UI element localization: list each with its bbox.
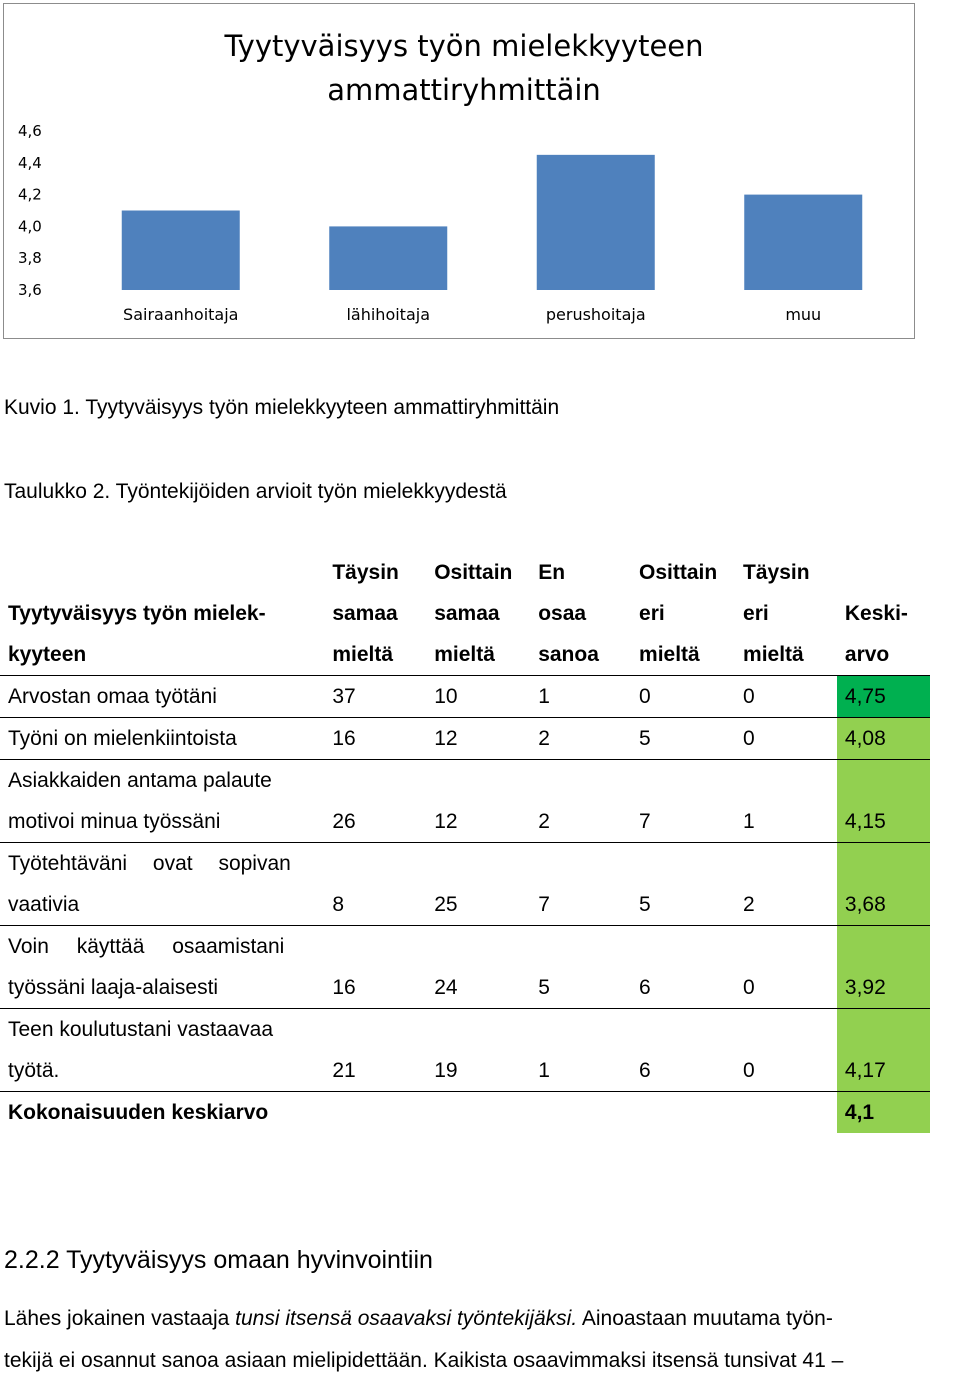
bar-chart	[4, 4, 916, 340]
bar	[537, 155, 655, 290]
table-row	[0, 843, 930, 926]
row-label-line-2: työtä.	[8, 1059, 60, 1082]
cell-value: 24	[426, 926, 530, 1009]
total-mean: 4,1	[837, 1092, 930, 1134]
paragraph-line-1	[4, 1307, 833, 1331]
cell-mean: 3,68	[837, 843, 930, 926]
cell-mean: 4,75	[837, 676, 930, 718]
header-col-1-line-3: mieltä	[332, 643, 394, 666]
bar	[744, 195, 862, 290]
table-row	[0, 760, 930, 843]
paragraph-emphasis: tunsi itsensä osaavaksi työntekijäksi.	[235, 1307, 578, 1330]
cell-value: 37	[324, 676, 426, 718]
evaluation-table	[0, 552, 930, 1133]
header-col-2-line-2: samaa	[434, 602, 500, 625]
empty-cell	[324, 1092, 426, 1134]
header-col-4-line-2: eri	[639, 602, 665, 625]
header-col-5-line-3: mieltä	[743, 643, 804, 666]
cell-value: 10	[426, 676, 530, 718]
row-label-line-1	[8, 760, 308, 801]
header-col-1-line-1: Täysin	[332, 561, 399, 584]
header-mean-line-2: arvo	[844, 643, 890, 666]
cell-value: 16	[324, 926, 426, 1009]
header-col-3-line-1: En	[538, 561, 566, 584]
header-col-2-line-1: Osittain	[434, 561, 513, 584]
y-tick-label: 3,6	[18, 281, 42, 299]
header-col-5	[735, 552, 837, 676]
row-label	[0, 843, 324, 926]
cell-value: 2	[530, 760, 631, 843]
empty-cell	[426, 1092, 530, 1134]
header-label-text-1: Tyytyväisyys työn mielek-	[8, 602, 266, 625]
header-col-3	[530, 552, 631, 676]
y-tick-label: 4,0	[18, 217, 42, 236]
paragraph-line-2: tekijä ei osannut sanoa asiaan mielipidettään. Kaikista osaavimmaksi itsensä tunsivat 41 –	[4, 1349, 844, 1372]
table-header-row	[0, 552, 930, 676]
header-col-5-line-1: Täysin	[743, 561, 810, 584]
bar	[122, 211, 240, 291]
row-label-line-2: vaativia	[8, 893, 80, 916]
row-label	[0, 760, 324, 843]
cell-value: 21	[324, 1009, 426, 1092]
cell-value: 12	[426, 718, 530, 760]
empty-cell	[735, 1092, 837, 1134]
paragraph-text-a: Lähes jokainen vastaaja	[4, 1307, 236, 1330]
header-col-2-line-3: mieltä	[434, 643, 495, 666]
paragraph-text-b: Ainoastaan muutama työn-	[577, 1307, 833, 1330]
cell-value: 2	[530, 718, 631, 760]
cell-value: 7	[530, 843, 631, 926]
row-label-line-1: Teen koulutustani vastaavaa	[8, 1018, 274, 1041]
cell-value: 19	[426, 1009, 530, 1092]
table-row	[0, 718, 930, 760]
cell-value: 8	[324, 843, 426, 926]
empty-cell	[530, 1092, 631, 1134]
cell-mean: 4,17	[837, 1009, 930, 1092]
x-category-label: lähihoitaja	[346, 305, 431, 324]
cell-value: 5	[631, 843, 735, 926]
y-tick-label: 4,4	[18, 153, 42, 172]
row-label-line-2: työssäni laaja-alaisesti	[8, 976, 219, 999]
cell-value: 2	[735, 843, 837, 926]
cell-value: 0	[735, 1009, 837, 1092]
row-label-line-1: Työtehtäväni ovat sopivan	[8, 852, 291, 875]
bar	[329, 226, 447, 290]
row-label-line-1: Voin käyttää osaamistani	[8, 935, 285, 958]
table-row	[0, 676, 930, 718]
y-tick-label: 4,2	[18, 185, 42, 204]
cell-value: 0	[735, 926, 837, 1009]
cell-value: 12	[426, 760, 530, 843]
header-label	[0, 552, 324, 676]
empty-cell	[631, 1092, 735, 1134]
header-col-1-line-2: samaa	[332, 602, 398, 625]
figure-caption: Kuvio 1. Tyytyväisyys työn mielekkyyteen ammattiryhmittäin	[4, 396, 560, 419]
x-category-label: muu	[785, 305, 822, 324]
cell-value: 7	[631, 760, 735, 843]
section-heading: 2.2.2 Tyytyväisyys omaan hyvinvointiin	[4, 1246, 433, 1274]
header-mean	[837, 552, 930, 676]
row-label	[0, 1009, 324, 1092]
x-category-label: perushoitaja	[545, 305, 646, 324]
cell-mean: 4,08	[837, 718, 930, 760]
cell-value: 5	[530, 926, 631, 1009]
cell-value: 1	[530, 1009, 631, 1092]
header-label-line-2: kyyteen	[8, 643, 87, 666]
cell-value: 25	[426, 843, 530, 926]
table-total-row	[0, 1092, 930, 1134]
x-category-label: Sairaanhoitaja	[123, 305, 239, 324]
header-col-1	[324, 552, 426, 676]
header-mean-line-1: Keski-	[844, 602, 908, 625]
cell-value: 0	[735, 718, 837, 760]
row-label-line-2: motivoi minua työssäni	[8, 810, 221, 833]
y-tick-label: 3,8	[18, 249, 42, 268]
header-col-4-line-1: Osittain	[639, 561, 718, 584]
row-label: Työni on mielenkiintoista	[0, 718, 324, 760]
table-caption: Taulukko 2. Työntekijöiden arvioit työn mielekkyydestä	[4, 480, 507, 503]
header-col-3-line-2: osaa	[538, 602, 587, 625]
row-label-text-1: Asiakkaiden antama palaute	[8, 769, 272, 792]
cell-value: 6	[631, 1009, 735, 1092]
cell-mean: 4,15	[837, 760, 930, 843]
cell-value: 6	[631, 926, 735, 1009]
table-row	[0, 926, 930, 1009]
cell-value: 0	[631, 676, 735, 718]
y-tick-label: 4,6	[18, 122, 42, 140]
table-row	[0, 1009, 930, 1092]
cell-value: 16	[324, 718, 426, 760]
header-col-2	[426, 552, 530, 676]
header-col-5-line-2: eri	[743, 602, 769, 625]
total-label: Kokonaisuuden keskiarvo	[0, 1092, 324, 1134]
header-col-4-line-3: mieltä	[639, 643, 700, 666]
cell-value: 1	[530, 676, 631, 718]
header-col-3-line-3: sanoa	[538, 643, 599, 666]
chart-container	[3, 3, 915, 339]
cell-value: 1	[735, 760, 837, 843]
cell-value: 26	[324, 760, 426, 843]
header-label-line-1	[8, 593, 308, 634]
header-col-4	[631, 552, 735, 676]
cell-value: 5	[631, 718, 735, 760]
row-label	[0, 926, 324, 1009]
cell-value: 0	[735, 676, 837, 718]
row-label: Arvostan omaa työtäni	[0, 676, 324, 718]
cell-mean: 3,92	[837, 926, 930, 1009]
chart-title: Tyytyväisyys työn mielekkyyteen ammattiryhmittäin	[224, 29, 704, 107]
